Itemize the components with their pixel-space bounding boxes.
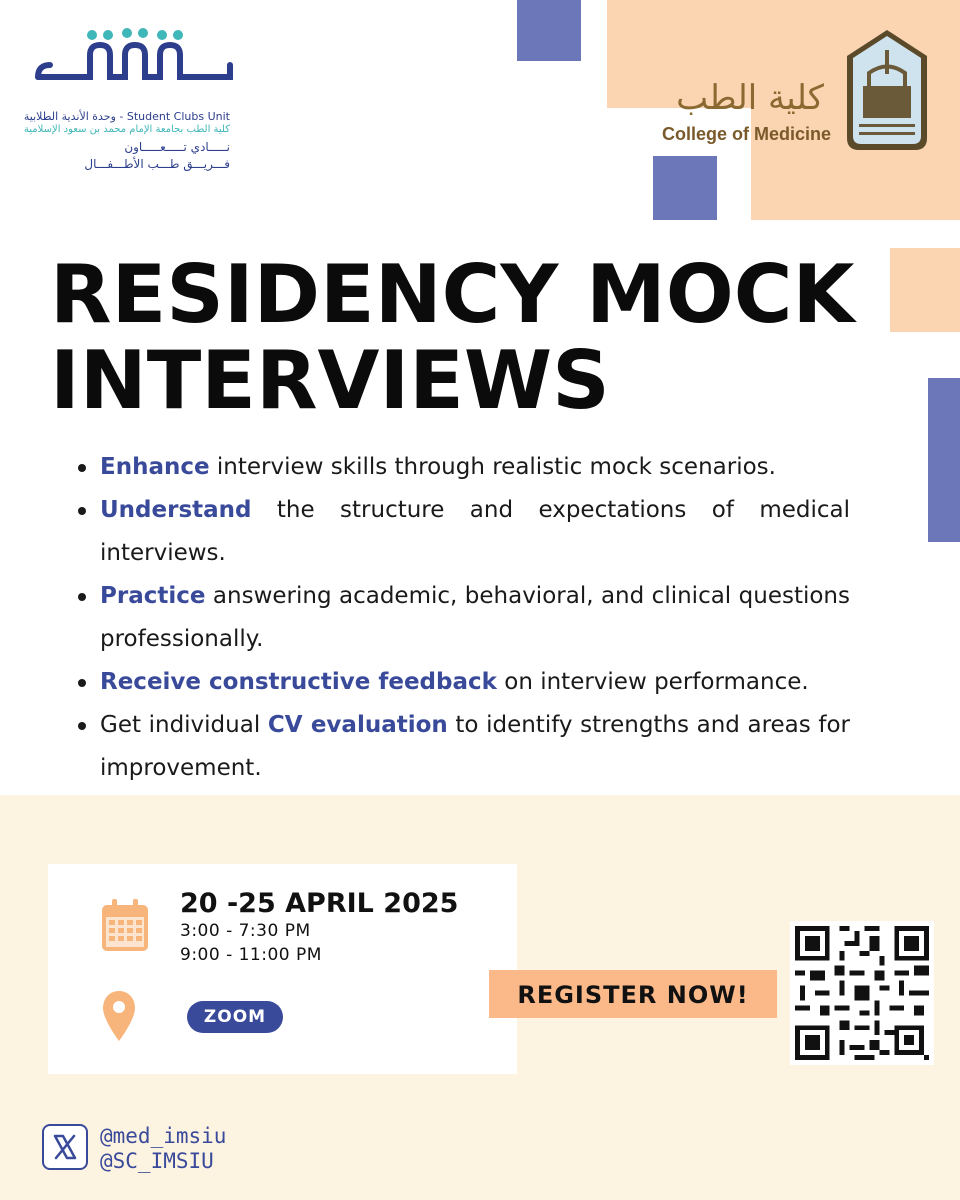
title-line-1: RESIDENCY MOCK [50,248,855,341]
bullet-text: answering academic, behavioral, and clinical questions professionally. [100,583,850,652]
decor-square-blue [517,0,581,61]
x-logo-icon [42,1124,88,1170]
club-name: وحدة الأندية الطلابية - Student Clubs Unit [23,110,230,123]
imsiu-seal-icon [845,28,929,152]
title-line-2: INTERVIEWS [50,334,610,427]
bullet-highlight: Practice [100,583,206,609]
location-pin-icon [101,989,137,1043]
list-item [100,446,850,489]
page-title [50,248,930,427]
qr-code[interactable] [790,921,934,1065]
club-team-1: نـــــادي تـــــعـــــاون [124,140,230,154]
bullet-text: interview skills through realistic mock scenarios. [209,454,776,480]
event-date: 20 -25 APRIL 2025 [180,888,459,919]
list-item [100,661,850,704]
social-handle-1[interactable]: @med_imsiu [100,1124,227,1148]
list-item [100,704,850,790]
event-time-1: 3:00 - 7:30 PM [180,921,311,941]
bullet-highlight: Receive constructive feedback [100,669,497,695]
social-handle-2[interactable]: @SC_IMSIU [100,1149,214,1173]
bullet-text: to identify strengths and areas for improvement. [100,712,850,781]
bullet-highlight: CV evaluation [267,712,448,738]
list-item [100,575,850,661]
bullet-text: Get individual [100,712,268,738]
location-badge: ZOOM [187,1001,283,1033]
event-time-2: 9:00 - 11:00 PM [180,945,322,965]
college-english-name: College of Medicine [662,124,832,144]
register-button[interactable]: REGISTER NOW! [489,970,777,1018]
club-team-2: فـــريـــق طـــب الأطـــفـــال [84,157,230,171]
calendar-icon [100,897,150,953]
student-clubs-logo [30,25,240,95]
bullet-text: the structure and expectations of medical interviews. [100,497,850,566]
college-arabic-name: كلية الطب [676,78,824,118]
bullet-highlight: Enhance [100,454,210,480]
bullet-highlight: Understand [100,497,252,523]
club-affiliation: كلية الطب بجامعة الإمام محمد بن سعود الإسلامية [23,124,230,135]
decor-bar-blue [928,378,960,542]
list-item [100,489,850,575]
benefits-list [100,446,850,790]
decor-square-blue [653,156,717,220]
bullet-text: on interview performance. [496,669,809,695]
